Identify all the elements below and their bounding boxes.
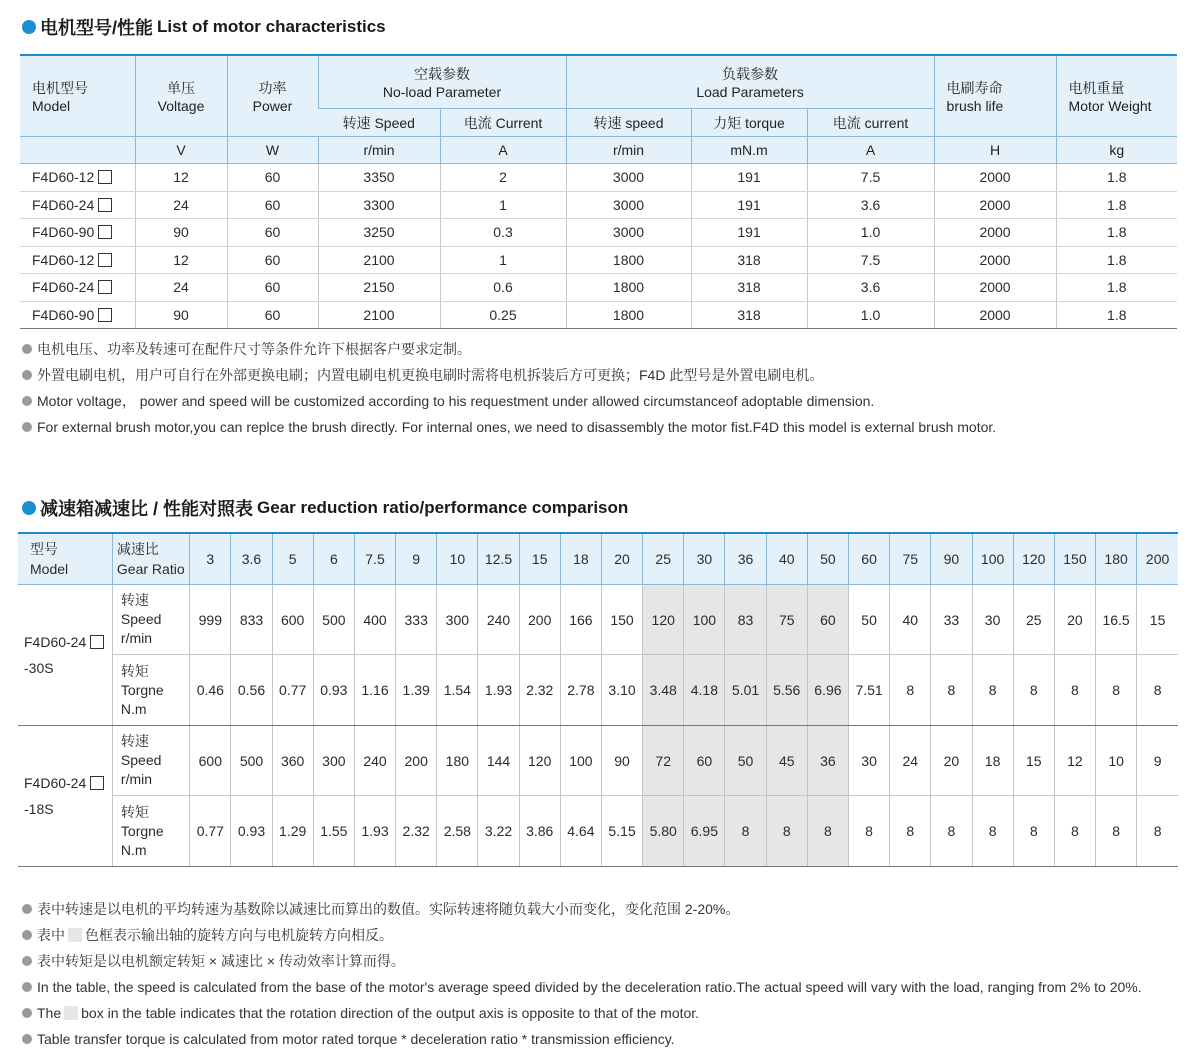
speed-value-cell: 200 xyxy=(519,585,560,655)
value-cell: 1800 xyxy=(566,301,691,329)
torque-value-cell: 6.95 xyxy=(684,796,725,867)
speed-label-cell xyxy=(112,585,189,655)
bullet-icon xyxy=(22,982,32,992)
torque-label-cn: 转矩 xyxy=(120,803,149,820)
torque-value-cell: 8 xyxy=(725,796,766,867)
ratio-header-cell: 3.6 xyxy=(231,534,272,585)
unit-cell: A xyxy=(440,137,566,164)
torque-value-cell: 8 xyxy=(972,796,1013,867)
torque-value-cell: 2.78 xyxy=(560,655,601,726)
checkbox-square-icon xyxy=(98,225,112,239)
speed-label-cell xyxy=(112,726,189,796)
ratio-header-cell: 180 xyxy=(1096,534,1137,585)
speed-value-cell: 50 xyxy=(848,585,889,655)
ratio-header-cell: 7.5 xyxy=(354,534,395,585)
speed-value-cell: 300 xyxy=(437,585,478,655)
unit-cell: W xyxy=(227,137,318,164)
unit-cell: r/min xyxy=(318,137,440,164)
model-cell xyxy=(20,164,135,192)
speed-value-cell: 600 xyxy=(190,726,231,796)
torque-value-cell: 3.86 xyxy=(519,796,560,867)
note-line: Table transfer torque is calculated from motor rated torque * deceleration ratio * transmission efficiency. xyxy=(22,1026,1142,1052)
section-title-en: List of motor characteristics xyxy=(157,17,386,36)
torque-value-cell: 8 xyxy=(1137,655,1178,726)
model-cell xyxy=(20,274,135,302)
speed-value-cell: 30 xyxy=(848,726,889,796)
torque-value-cell: 1.39 xyxy=(396,655,437,726)
value-cell: 2000 xyxy=(934,301,1056,329)
speed-value-cell: 833 xyxy=(231,585,272,655)
header-model: 电机型号 Model xyxy=(20,56,135,137)
speed-value-cell: 999 xyxy=(190,585,231,655)
value-cell: 1 xyxy=(440,191,566,219)
value-cell: 1.0 xyxy=(807,219,934,247)
torque-value-cell: 8 xyxy=(890,655,931,726)
speed-value-cell: 90 xyxy=(601,726,642,796)
note-line: In the table, the speed is calculated from the base of the motor's average speed divided by the deceleration ratio.The actual speed will vary with the load, ranging from 2% to 20%. xyxy=(22,974,1142,1000)
speed-value-cell: 166 xyxy=(560,585,601,655)
ratio-header-cell: 50 xyxy=(807,534,848,585)
ratio-header-cell: 100 xyxy=(972,534,1013,585)
value-cell: 60 xyxy=(227,164,318,192)
value-cell: 12 xyxy=(135,246,227,274)
torque-value-cell: 3.10 xyxy=(601,655,642,726)
value-cell: 1.8 xyxy=(1056,219,1177,247)
torque-value-cell: 3.48 xyxy=(643,655,684,726)
ratio-header-cell: 20 xyxy=(601,534,642,585)
header-brush-life: 电刷寿命 brush life xyxy=(934,56,1056,137)
bullet-dot-icon xyxy=(22,501,36,515)
bullet-icon xyxy=(22,344,32,354)
header-l-current: 电流 current xyxy=(807,109,934,137)
torque-label-en: Torgne xyxy=(120,681,164,698)
model-text: F4D60-24 xyxy=(24,634,87,650)
speed-value-cell: 20 xyxy=(931,726,972,796)
value-cell: 12 xyxy=(135,164,227,192)
value-cell: 1.8 xyxy=(1056,246,1177,274)
ratio-header-cell: 18 xyxy=(560,534,601,585)
value-cell: 2 xyxy=(440,164,566,192)
speed-value-cell: 240 xyxy=(478,585,519,655)
torque-label-unit: N.m xyxy=(120,841,147,858)
torque-value-cell: 0.93 xyxy=(313,655,354,726)
note-line: For external brush motor,you can replce the brush directly. For internal ones, we need to disassembly the motor fist.F4D this model is external brush motor. xyxy=(22,414,996,440)
ratio-header-cell: 3 xyxy=(190,534,231,585)
speed-value-cell: 120 xyxy=(519,726,560,796)
value-cell: 90 xyxy=(135,301,227,329)
table-row xyxy=(20,246,1177,274)
torque-label-cn: 转矩 xyxy=(120,662,149,679)
torque-value-cell: 8 xyxy=(931,655,972,726)
ratio-header-cell: 90 xyxy=(931,534,972,585)
speed-value-cell: 100 xyxy=(684,585,725,655)
speed-row xyxy=(18,585,1178,655)
torque-label-en: Torgne xyxy=(120,822,164,839)
speed-value-cell: 25 xyxy=(1013,585,1054,655)
speed-label-cn: 转速 xyxy=(120,733,149,749)
note-line: 电机电压、功率及转速可在配件尺寸等条件允许下根据客户要求定制。 xyxy=(22,336,996,362)
speed-value-cell: 100 xyxy=(560,726,601,796)
note-line: 外置电刷电机，用户可自行在外部更换电刷；内置电刷电机更换电刷时需将电机拆装后方可更换；F4D 此型号是外置电刷电机。 xyxy=(22,362,996,388)
speed-value-cell: 300 xyxy=(313,726,354,796)
model-cell xyxy=(20,246,135,274)
value-cell: 1.8 xyxy=(1056,164,1177,192)
header-noload: 空载参数 No-load Parameter xyxy=(318,56,566,109)
value-cell: 2150 xyxy=(318,274,440,302)
torque-value-cell: 1.16 xyxy=(354,655,395,726)
speed-value-cell: 500 xyxy=(231,726,272,796)
value-cell: 2000 xyxy=(934,274,1056,302)
torque-value-cell: 3.22 xyxy=(478,796,519,867)
speed-value-cell: 36 xyxy=(807,726,848,796)
section-title-gear xyxy=(22,495,628,521)
speed-value-cell: 333 xyxy=(396,585,437,655)
note-line: 表中转速是以电机的平均转速为基数除以减速比而算出的数值。实际转速将随负载大小而变化，变化范围 2-20%。 xyxy=(22,896,1142,922)
torque-value-cell: 1.29 xyxy=(272,796,313,867)
header-voltage: 单压 Voltage xyxy=(135,56,227,137)
torque-value-cell: 2.32 xyxy=(396,796,437,867)
value-cell: 3250 xyxy=(318,219,440,247)
note-line: 表中转矩是以电机额定转矩 × 减速比 × 传动效率计算而得。 xyxy=(22,948,1142,974)
speed-value-cell: 15 xyxy=(1137,585,1178,655)
unit-cell: V xyxy=(135,137,227,164)
speed-value-cell: 72 xyxy=(643,726,684,796)
section-title-motor xyxy=(22,14,386,40)
header-nl-speed: 转速 Speed xyxy=(318,109,440,137)
value-cell: 191 xyxy=(691,164,807,192)
ratio-header-cell: 120 xyxy=(1013,534,1054,585)
torque-value-cell: 8 xyxy=(766,796,807,867)
value-cell: 1.0 xyxy=(807,301,934,329)
torque-value-cell: 1.93 xyxy=(478,655,519,726)
model-suffix: -18S xyxy=(24,801,54,817)
value-cell: 2100 xyxy=(318,246,440,274)
value-cell: 318 xyxy=(691,274,807,302)
header-motor-weight: 电机重量 Motor Weight xyxy=(1056,56,1177,137)
torque-value-cell: 8 xyxy=(890,796,931,867)
value-cell: 2000 xyxy=(934,246,1056,274)
speed-value-cell: 240 xyxy=(354,726,395,796)
unit-cell: mN.m xyxy=(691,137,807,164)
value-cell: 2000 xyxy=(934,164,1056,192)
value-cell: 1 xyxy=(440,246,566,274)
torque-value-cell: 4.18 xyxy=(684,655,725,726)
value-cell: 60 xyxy=(227,246,318,274)
ratio-header-cell: 40 xyxy=(766,534,807,585)
bullet-icon xyxy=(22,396,32,406)
header-gear-ratio: 减速比 Gear Ratio xyxy=(112,534,189,585)
torque-value-cell: 0.77 xyxy=(190,796,231,867)
header-nl-current: 电流 Current xyxy=(440,109,566,137)
torque-value-cell: 7.51 xyxy=(848,655,889,726)
motor-characteristics-table xyxy=(20,56,1177,329)
torque-value-cell: 1.54 xyxy=(437,655,478,726)
model-text: F4D60-24 xyxy=(24,775,87,791)
speed-value-cell: 10 xyxy=(1096,726,1137,796)
value-cell: 1.8 xyxy=(1056,301,1177,329)
value-cell: 1800 xyxy=(566,246,691,274)
bullet-dot-icon xyxy=(22,20,36,34)
ratio-header-cell: 12.5 xyxy=(478,534,519,585)
speed-label-unit: r/min xyxy=(120,630,153,646)
section-title-en: Gear reduction ratio/performance comparison xyxy=(257,498,629,517)
model-suffix: -30S xyxy=(24,660,54,676)
torque-label-unit: N.m xyxy=(120,700,147,717)
header-l-torque: 力矩 torque xyxy=(691,109,807,137)
table-row xyxy=(20,219,1177,247)
value-cell: 1.8 xyxy=(1056,274,1177,302)
speed-value-cell: 120 xyxy=(643,585,684,655)
speed-value-cell: 30 xyxy=(972,585,1013,655)
model-cell xyxy=(20,301,135,329)
value-cell: 3300 xyxy=(318,191,440,219)
torque-value-cell: 5.15 xyxy=(601,796,642,867)
value-cell: 3000 xyxy=(566,164,691,192)
torque-row xyxy=(18,796,1178,867)
torque-label-cell xyxy=(112,796,189,867)
ratio-header-cell: 75 xyxy=(890,534,931,585)
speed-value-cell: 150 xyxy=(601,585,642,655)
torque-label-cell xyxy=(112,655,189,726)
speed-label-en: Speed xyxy=(120,611,162,627)
torque-value-cell: 0.56 xyxy=(231,655,272,726)
torque-value-cell: 8 xyxy=(848,796,889,867)
ratio-header-cell: 10 xyxy=(437,534,478,585)
bullet-icon xyxy=(22,422,32,432)
note-line: 表中 色框表示输出轴的旋转方向与电机旋转方向相反。 xyxy=(22,922,1142,948)
model-text: F4D60-90 xyxy=(32,306,95,323)
ratio-header-cell: 5 xyxy=(272,534,313,585)
value-cell: 3000 xyxy=(566,191,691,219)
speed-value-cell: 40 xyxy=(890,585,931,655)
value-cell: 7.5 xyxy=(807,246,934,274)
value-cell: 60 xyxy=(227,191,318,219)
ratio-header-cell: 25 xyxy=(643,534,684,585)
torque-value-cell: 0.93 xyxy=(231,796,272,867)
value-cell: 2000 xyxy=(934,191,1056,219)
table-row xyxy=(20,274,1177,302)
value-cell: 191 xyxy=(691,219,807,247)
torque-value-cell: 8 xyxy=(931,796,972,867)
group-model-cell xyxy=(18,585,112,726)
header-power: 功率 Power xyxy=(227,56,318,137)
speed-label-cn: 转速 xyxy=(120,592,149,608)
speed-value-cell: 60 xyxy=(684,726,725,796)
value-cell: 0.6 xyxy=(440,274,566,302)
torque-value-cell: 2.58 xyxy=(437,796,478,867)
ratio-header-cell: 9 xyxy=(396,534,437,585)
torque-value-cell: 2.32 xyxy=(519,655,560,726)
speed-value-cell: 15 xyxy=(1013,726,1054,796)
checkbox-square-icon xyxy=(98,170,112,184)
unit-cell: A xyxy=(807,137,934,164)
model-cell xyxy=(20,191,135,219)
header-model: 型号 Model xyxy=(18,534,112,585)
speed-value-cell: 12 xyxy=(1054,726,1095,796)
unit-cell: H xyxy=(934,137,1056,164)
bullet-icon xyxy=(22,904,32,914)
value-cell: 3.6 xyxy=(807,191,934,219)
value-cell: 24 xyxy=(135,274,227,302)
header-load: 负载参数 Load Parameters xyxy=(566,56,934,109)
ratio-header-cell: 30 xyxy=(684,534,725,585)
torque-value-cell: 8 xyxy=(1096,796,1137,867)
shade-swatch xyxy=(68,928,82,942)
torque-value-cell: 8 xyxy=(1013,655,1054,726)
speed-value-cell: 600 xyxy=(272,585,313,655)
speed-label-unit: r/min xyxy=(120,771,153,787)
speed-label-en: Speed xyxy=(120,752,162,768)
speed-value-cell: 45 xyxy=(766,726,807,796)
speed-value-cell: 9 xyxy=(1137,726,1178,796)
value-cell: 0.25 xyxy=(440,301,566,329)
value-cell: 2100 xyxy=(318,301,440,329)
value-cell: 2000 xyxy=(934,219,1056,247)
value-cell: 24 xyxy=(135,191,227,219)
torque-value-cell: 0.46 xyxy=(190,655,231,726)
torque-value-cell: 5.56 xyxy=(766,655,807,726)
ratio-header-cell: 150 xyxy=(1054,534,1095,585)
torque-value-cell: 8 xyxy=(1054,655,1095,726)
value-cell: 318 xyxy=(691,301,807,329)
ratio-header-cell: 200 xyxy=(1137,534,1178,585)
note-line: Motor voltage， power and speed will be customized according to his requestment under allowed circumstanceof adoptable dimension. xyxy=(22,388,996,414)
speed-value-cell: 180 xyxy=(437,726,478,796)
value-cell: 191 xyxy=(691,191,807,219)
bullet-icon xyxy=(22,370,32,380)
speed-value-cell: 400 xyxy=(354,585,395,655)
torque-row xyxy=(18,655,1178,726)
checkbox-square-icon xyxy=(98,308,112,322)
section-title-cn: 减速箱减速比 / 性能对照表 xyxy=(40,499,254,519)
speed-value-cell: 360 xyxy=(272,726,313,796)
value-cell: 7.5 xyxy=(807,164,934,192)
section-title-cn: 电机型号/性能 xyxy=(40,18,154,38)
model-text: F4D60-24 xyxy=(32,196,95,213)
unit-cell: kg xyxy=(1056,137,1177,164)
note-line: The box in the table indicates that the rotation direction of the output axis is opposite to that of the motor. xyxy=(22,1000,1142,1026)
checkbox-square-icon xyxy=(98,280,112,294)
ratio-header-cell: 36 xyxy=(725,534,766,585)
value-cell: 90 xyxy=(135,219,227,247)
value-cell: 1800 xyxy=(566,274,691,302)
speed-value-cell: 60 xyxy=(807,585,848,655)
speed-value-cell: 16.5 xyxy=(1096,585,1137,655)
torque-value-cell: 8 xyxy=(1137,796,1178,867)
checkbox-square-icon xyxy=(90,776,104,790)
bullet-icon xyxy=(22,930,32,940)
bullet-icon xyxy=(22,956,32,966)
value-cell: 3.6 xyxy=(807,274,934,302)
torque-value-cell: 0.77 xyxy=(272,655,313,726)
torque-value-cell: 1.93 xyxy=(354,796,395,867)
value-cell: 60 xyxy=(227,219,318,247)
speed-row xyxy=(18,726,1178,796)
torque-value-cell: 5.80 xyxy=(643,796,684,867)
value-cell: 3000 xyxy=(566,219,691,247)
shade-swatch xyxy=(64,1006,78,1020)
ratio-header-cell: 6 xyxy=(313,534,354,585)
speed-value-cell: 33 xyxy=(931,585,972,655)
torque-value-cell: 8 xyxy=(1013,796,1054,867)
checkbox-square-icon xyxy=(98,198,112,212)
torque-value-cell: 1.55 xyxy=(313,796,354,867)
speed-value-cell: 83 xyxy=(725,585,766,655)
speed-value-cell: 500 xyxy=(313,585,354,655)
torque-value-cell: 8 xyxy=(807,796,848,867)
speed-value-cell: 18 xyxy=(972,726,1013,796)
checkbox-square-icon xyxy=(98,253,112,267)
gear-ratio-table xyxy=(18,534,1178,867)
value-cell: 3350 xyxy=(318,164,440,192)
ratio-header-cell: 60 xyxy=(848,534,889,585)
group-model-cell xyxy=(18,726,112,867)
speed-value-cell: 50 xyxy=(725,726,766,796)
torque-value-cell: 5.01 xyxy=(725,655,766,726)
model-text: F4D60-12 xyxy=(32,251,95,268)
table-row xyxy=(20,164,1177,192)
speed-value-cell: 24 xyxy=(890,726,931,796)
speed-value-cell: 144 xyxy=(478,726,519,796)
speed-value-cell: 20 xyxy=(1054,585,1095,655)
header-l-speed: 转速 speed xyxy=(566,109,691,137)
model-text: F4D60-90 xyxy=(32,224,95,241)
checkbox-square-icon xyxy=(90,635,104,649)
torque-value-cell: 8 xyxy=(972,655,1013,726)
ratio-header-cell: 15 xyxy=(519,534,560,585)
model-text: F4D60-24 xyxy=(32,279,95,296)
units-row xyxy=(20,137,1177,164)
model-cell xyxy=(20,219,135,247)
value-cell: 318 xyxy=(691,246,807,274)
table-row xyxy=(20,191,1177,219)
torque-value-cell: 4.64 xyxy=(560,796,601,867)
torque-value-cell: 6.96 xyxy=(807,655,848,726)
value-cell: 60 xyxy=(227,301,318,329)
value-cell: 1.8 xyxy=(1056,191,1177,219)
notes-motor xyxy=(22,336,996,440)
speed-value-cell: 75 xyxy=(766,585,807,655)
model-text: F4D60-12 xyxy=(32,169,95,186)
bullet-icon xyxy=(22,1034,32,1044)
torque-value-cell: 8 xyxy=(1054,796,1095,867)
bullet-icon xyxy=(22,1008,32,1018)
unit-cell: r/min xyxy=(566,137,691,164)
value-cell: 0.3 xyxy=(440,219,566,247)
table-row xyxy=(20,301,1177,329)
value-cell: 60 xyxy=(227,274,318,302)
speed-value-cell: 200 xyxy=(396,726,437,796)
torque-value-cell: 8 xyxy=(1096,655,1137,726)
notes-gear xyxy=(22,896,1142,1052)
